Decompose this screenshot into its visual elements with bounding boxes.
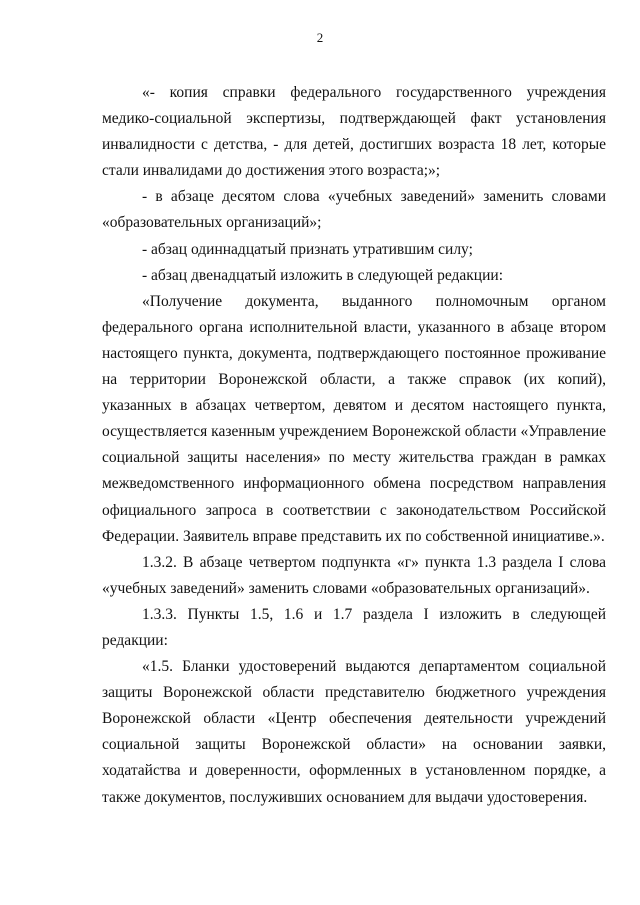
paragraph-2: - в абзаце десятом слова «учебных заведений» заменить словами «образовательных организаций»; [102, 188, 606, 232]
paragraph-1: «- копия справки федерального государственного учреждения медико-социальной экспертизы, подтверждающей факт установления инвалидности с детства, - для детей, достигших возраста 18 лет, которые стали инвалидами до достижения этого возраста;»; [102, 84, 606, 180]
paragraph-5: «Получение документа, выданного полномочным органом федерального органа исполнительной власти, указанного в абзаце втором настоящего пункта, документа, подтверждающего постоянное проживание на территории Воронежской области, а также справок (их копий), указанных в абзацах четвертом, девятом и десятом настоящего пункта, осуществляется казенным учреждением Воронежской области «Управление социальной защиты населения» по месту жительства граждан в рамках межведомственного информационного обмена посредством направления официального запроса в соответствии с законодательством Российской Федерации. Заявитель вправе представить их по собственной инициативе.». [102, 292, 606, 545]
document-body [102, 80, 606, 811]
paragraph-3: - абзац одиннадцатый признать утратившим силу; [142, 240, 473, 258]
paragraph-8: «1.5. Бланки удостоверений выдаются департаментом социальной защиты Воронежской области представителю бюджетного учреждения Воронежской области «Центр обеспечения деятельности учреждений социальной защиты Воронежской области» на основании заявки, ходатайства и доверенности, оформленных в установленном порядке, а также документов, послуживших основанием для выдачи удостоверения. [102, 658, 606, 806]
paragraph-4: - абзац двенадцатый изложить в следующей редакции: [142, 266, 503, 284]
paragraph-7: 1.3.3. Пункты 1.5, 1.6 и 1.7 раздела I изложить в следующей редакции: [102, 605, 606, 649]
paragraph-6: 1.3.2. В абзаце четвертом подпункта «г» пункта 1.3 раздела I слова «учебных заведений» заменить словами «образовательных организаций». [102, 553, 606, 597]
page-number: 2 [316, 30, 324, 45]
